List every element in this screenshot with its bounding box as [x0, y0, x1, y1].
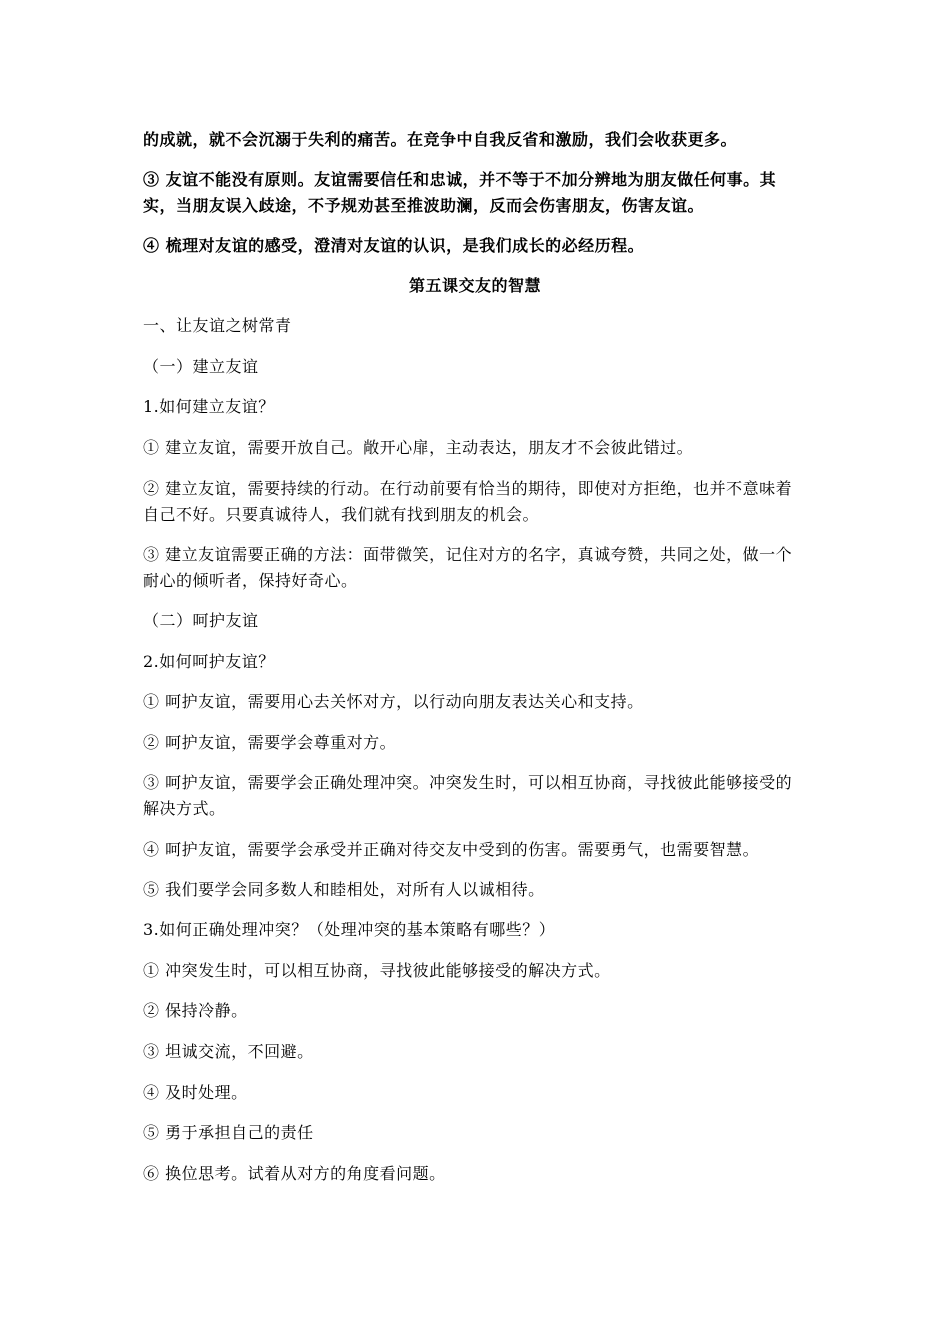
paragraph-line: ④ 及时处理。: [143, 1083, 248, 1102]
paragraph-line: ② 建立友谊，需要持续的行动。在行动前要有恰当的期待，即使对方拒绝，也并不意味着: [143, 479, 793, 498]
paragraph-line: ① 呵护友谊，需要用心去关怀对方，以行动向朋友表达关心和支持。: [143, 692, 644, 711]
paragraph-line: ⑤ 我们要学会同多数人和睦相处，对所有人以诚相待。: [143, 880, 545, 899]
paragraph-line: ② 保持冷静。: [143, 1001, 248, 1020]
paragraph-line: ① 冲突发生时，可以相互协商，寻找彼此能够接受的解决方式。: [143, 961, 611, 980]
question-heading: 1.如何建立友谊？: [143, 397, 275, 416]
paragraph-line: 实，当朋友误入歧途，不予规劝甚至推波助澜，反而会伤害朋友，伤害友谊。: [143, 196, 705, 215]
paragraph-line: 自己不好。只要真诚待人，我们就有找到朋友的机会。: [143, 505, 540, 524]
paragraph-line: ③ 友谊不能没有原则。友谊需要信任和忠诚，并不等于不加分辨地为朋友做任何事。其: [143, 170, 777, 189]
subsection-heading: （一）建立友谊: [143, 357, 259, 376]
paragraph-line: ③ 呵护友谊，需要学会正确处理冲突。冲突发生时，可以相互协商，寻找彼此能够接受的: [143, 773, 793, 792]
paragraph-line: 的成就，就不会沉溺于失利的痛苦。在竞争中自我反省和激励，我们会收获更多。: [143, 130, 738, 149]
section-heading: 一、让友谊之树常青: [143, 316, 292, 335]
subsection-heading: （二）呵护友谊: [143, 611, 259, 630]
paragraph-line: ⑥ 换位思考。试着从对方的角度看问题。: [143, 1164, 446, 1183]
paragraph-line: ④ 梳理对友谊的感受，澄清对友谊的认识，是我们成长的必经历程。: [143, 236, 645, 255]
question-heading: 2.如何呵护友谊？: [143, 652, 275, 671]
paragraph-line: ④ 呵护友谊，需要学会承受并正确对待交友中受到的伤害。需要勇气，也需要智慧。: [143, 840, 760, 859]
paragraph-line: 耐心的倾听者，保持好奇心。: [143, 571, 358, 590]
paragraph-line: ① 建立友谊，需要开放自己。敞开心扉，主动表达，朋友才不会彼此错过。: [143, 438, 694, 457]
question-heading: 3.如何正确处理冲突？（处理冲突的基本策略有哪些？）: [143, 920, 556, 939]
lesson-title: 第五课交友的智慧: [408, 276, 541, 295]
paragraph-line: ② 呵护友谊，需要学会尊重对方。: [143, 733, 397, 752]
paragraph-line: ③ 建立友谊需要正确的方法：面带微笑，记住对方的名字，真诚夸赞，共同之处，做一个: [143, 545, 793, 564]
paragraph-line: ③ 坦诚交流，不回避。: [143, 1042, 314, 1061]
paragraph-line: ⑤ 勇于承担自己的责任: [143, 1123, 314, 1142]
paragraph-line: 解决方式。: [143, 799, 226, 818]
